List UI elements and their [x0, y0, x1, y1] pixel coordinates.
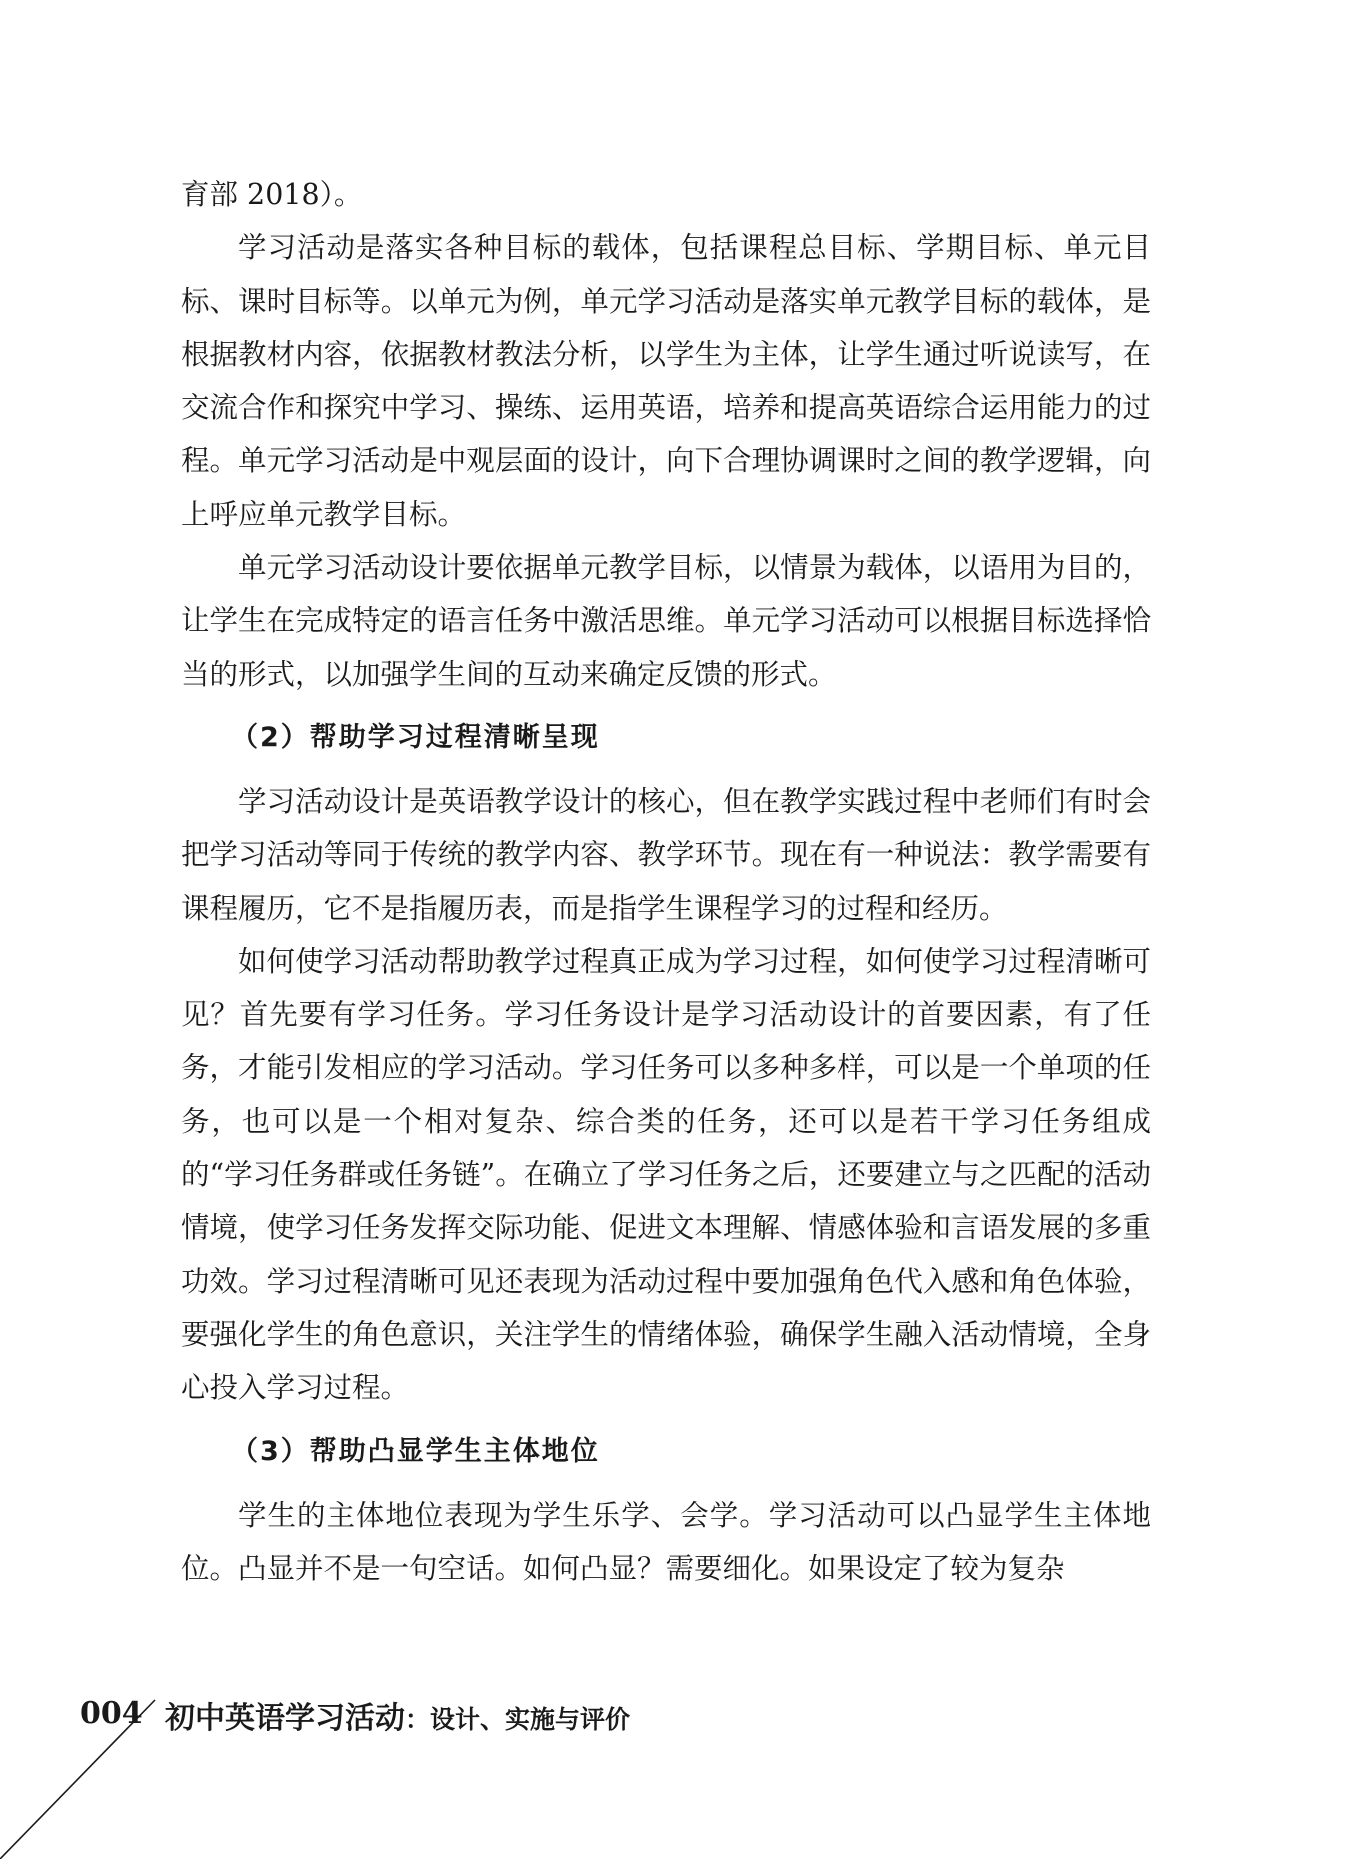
- paragraph: 学习活动是落实各种目标的载体，包括课程总目标、学期目标、单元目标、课时目标等。以单元为例，单元学习活动是落实单元教学目标的载体，是根据教材内容，依据教材教法分析，以学生为主体，让学生通过听说读写，在交流合作和探究中学习、操练、运用英语，培养和提高英语综合运用能力的过程。单元学习活动是中观层面的设计，向下合理协调课时之间的教学逻辑，向上呼应单元教学目标。: [181, 231, 1151, 531]
- footer-diagonal-line: [0, 1660, 200, 1859]
- running-footer-title: [165, 1693, 630, 1737]
- section-heading: （3）帮助凸显学生主体地位: [231, 1435, 600, 1467]
- body-text: [181, 168, 1151, 1595]
- page-number: 004: [80, 1696, 143, 1731]
- paragraph: 学习活动设计是英语教学设计的核心，但在教学实践过程中老师们有时会把学习活动等同于传统的教学内容、教学环节。现在有一种说法：教学需要有课程履历，它不是指履历表，而是指学生课程学习的过程和经历。: [181, 784, 1151, 925]
- paragraph: 学生的主体地位表现为学生乐学、会学。学习活动可以凸显学生主体地位。凸显并不是一句空话。如何凸显？需要细化。如果设定了较为复杂: [181, 1498, 1151, 1585]
- book-title: 初中英语学习活动: [165, 1701, 405, 1736]
- paragraph: 如何使学习活动帮助教学过程真正成为学习过程，如何使学习过程清晰可见？首先要有学习任务。学习任务设计是学习活动设计的首要因素，有了任务，才能引发相应的学习活动。学习任务可以多种多样，可以是一个单项的任务，也可以是一个相对复杂、综合类的任务，还可以是若干学习任务组成的“学习任务群或任务链”。在确立了学习任务之后，还要建立与之匹配的活动情境，使学习任务发挥交际功能、促进文本理解、情感体验和言语发展的多重功效。学习过程清晰可见还表现为活动过程中要加强角色代入感和角色体验，要强化学生的角色意识，关注学生的情绪体验，确保学生融入活动情境，全身心投入学习过程。: [181, 944, 1151, 1405]
- paragraph-continuation: 育部 2018）。: [181, 178, 363, 211]
- section-heading: （2）帮助学习过程清晰呈现: [231, 721, 600, 753]
- book-subtitle: ：设计、实施与评价: [405, 1705, 631, 1734]
- paragraph: 单元学习活动设计要依据单元教学目标，以情景为载体，以语用为目的，让学生在完成特定的语言任务中激活思维。单元学习活动可以根据目标选择恰当的形式，以加强学生间的互动来确定反馈的形式。: [181, 551, 1151, 691]
